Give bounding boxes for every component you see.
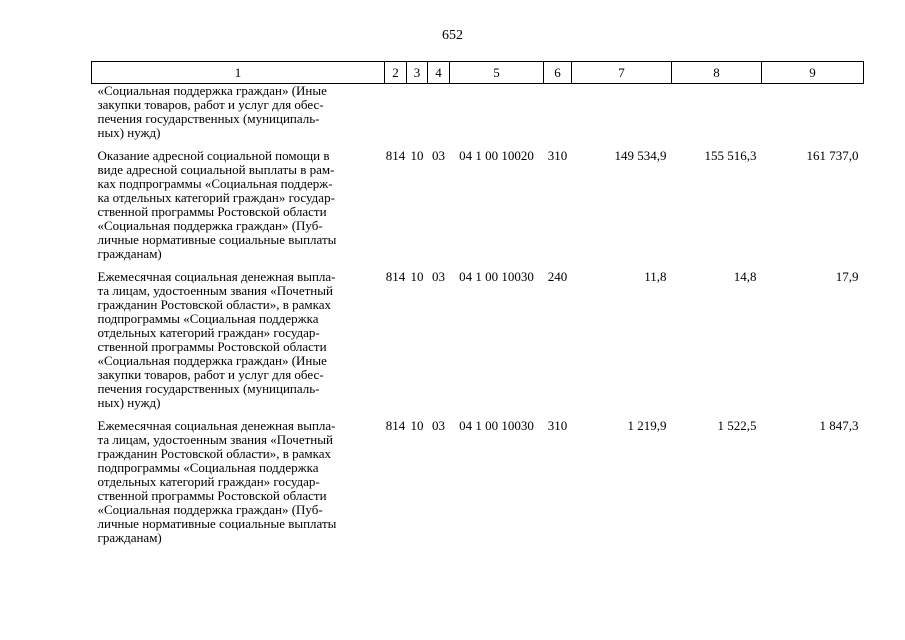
- description-line: Оказание адресной социальной помощи в: [97, 148, 330, 163]
- cell-amount-col7: 149 534,9: [614, 148, 667, 163]
- cell-ministry-code: 814: [385, 148, 406, 163]
- description-line: ных) нужд): [97, 125, 161, 140]
- description-line: гражданам): [97, 246, 162, 261]
- description-line: ных) нужд): [97, 395, 161, 410]
- description-line: печения государственных (муниципаль-: [97, 111, 320, 126]
- cell-expense-type: 310: [547, 418, 568, 433]
- col-header-1: 1: [92, 62, 385, 84]
- description-line: личные нормативные социальные выплаты: [97, 516, 337, 531]
- row-description: [92, 410, 385, 545]
- cell-section: 10: [410, 269, 424, 284]
- table-row: [92, 261, 864, 410]
- description-line: отдельных категорий граждан» государ-: [97, 325, 320, 340]
- header-row: [92, 62, 864, 84]
- description-line: «Социальная поддержка граждан» (Пуб-: [97, 218, 323, 233]
- budget-table: [91, 61, 864, 545]
- description-line: подпрограммы «Социальная поддержка: [97, 460, 319, 475]
- cell-expense-type: 310: [547, 148, 568, 163]
- cell-subsection: 03: [432, 269, 445, 284]
- description-line: ственной программы Ростовской области: [97, 204, 327, 219]
- description-line: ках подпрограммы «Социальная поддерж-: [97, 176, 333, 191]
- cell-ministry-code: 814: [385, 418, 406, 433]
- cell-section: [407, 84, 428, 141]
- col-header-7: 7: [572, 62, 672, 84]
- cell-amount-col9: 17,9: [835, 269, 859, 284]
- row-description: [92, 261, 385, 410]
- table-row: [92, 140, 864, 261]
- table-header: [92, 62, 864, 84]
- description-line: та лицам, удостоенным звания «Почетный: [97, 432, 333, 447]
- cell-amount-col7: 11,8: [644, 269, 667, 284]
- row-description: [92, 140, 385, 261]
- description-line: гражданам): [97, 530, 162, 545]
- description-line: отдельных категорий граждан» государ-: [97, 474, 320, 489]
- cell-amount-col8: 1 522,5: [717, 418, 757, 433]
- cell-ministry-code: [385, 84, 407, 141]
- cell-amount-col9: 1 847,3: [819, 418, 859, 433]
- description-line: подпрограммы «Социальная поддержка: [97, 311, 319, 326]
- cell-subsection: [428, 84, 450, 141]
- col-header-5: 5: [450, 62, 544, 84]
- cell-amount-col8: 155 516,3: [704, 148, 757, 163]
- description-line: ка отдельных категорий граждан» государ-: [97, 190, 335, 205]
- cell-expense-type: [544, 84, 572, 141]
- cell-target-article: 04 1 00 10020: [459, 148, 534, 163]
- cell-section: 10: [410, 418, 424, 433]
- description-line: ственной программы Ростовской области: [97, 339, 327, 354]
- col-header-3: 3: [407, 62, 428, 84]
- col-header-4: 4: [428, 62, 450, 84]
- description-line: «Социальная поддержка граждан» (Пуб-: [97, 502, 323, 517]
- row-description: [92, 84, 385, 141]
- cell-amount-col9: [762, 84, 864, 141]
- cell-amount-col8: [672, 84, 762, 141]
- description-line: гражданин Ростовской области», в рамках: [97, 446, 332, 461]
- cell-subsection: 03: [432, 148, 445, 163]
- cell-subsection: 03: [432, 418, 445, 433]
- page-number: 652: [442, 28, 463, 43]
- description-line: Ежемесячная социальная денежная выпла-: [97, 418, 336, 433]
- cell-target-article: [450, 84, 544, 141]
- table-row: [92, 84, 864, 141]
- description-line: виде адресной социальной выплаты в рам-: [97, 162, 335, 177]
- cell-ministry-code: 814: [385, 269, 406, 284]
- cell-target-article: 04 1 00 10030: [459, 418, 534, 433]
- table-body: [92, 84, 864, 546]
- col-header-2: 2: [385, 62, 407, 84]
- cell-amount-col7: [572, 84, 672, 141]
- description-line: закупки товаров, работ и услуг для обес-: [97, 367, 324, 382]
- cell-target-article: 04 1 00 10030: [459, 269, 534, 284]
- cell-amount-col8: 14,8: [733, 269, 757, 284]
- col-header-8: 8: [672, 62, 762, 84]
- table-row: [92, 410, 864, 545]
- cell-amount-col7: 1 219,9: [627, 418, 667, 433]
- description-line: печения государственных (муниципаль-: [97, 381, 320, 396]
- description-line: та лицам, удостоенным звания «Почетный: [97, 283, 333, 298]
- description-line: ственной программы Ростовской области: [97, 488, 327, 503]
- description-line: гражданин Ростовской области», в рамках: [97, 297, 332, 312]
- description-line: закупки товаров, работ и услуг для обес-: [97, 97, 324, 112]
- col-header-6: 6: [544, 62, 572, 84]
- description-line: «Социальная поддержка граждан» (Иные: [97, 353, 327, 368]
- description-line: «Социальная поддержка граждан» (Иные: [97, 83, 327, 98]
- cell-amount-col9: 161 737,0: [806, 148, 859, 163]
- description-line: личные нормативные социальные выплаты: [97, 232, 337, 247]
- cell-expense-type: 240: [547, 269, 568, 284]
- col-header-9: 9: [762, 62, 864, 84]
- cell-section: 10: [410, 148, 424, 163]
- description-line: Ежемесячная социальная денежная выпла-: [97, 269, 336, 284]
